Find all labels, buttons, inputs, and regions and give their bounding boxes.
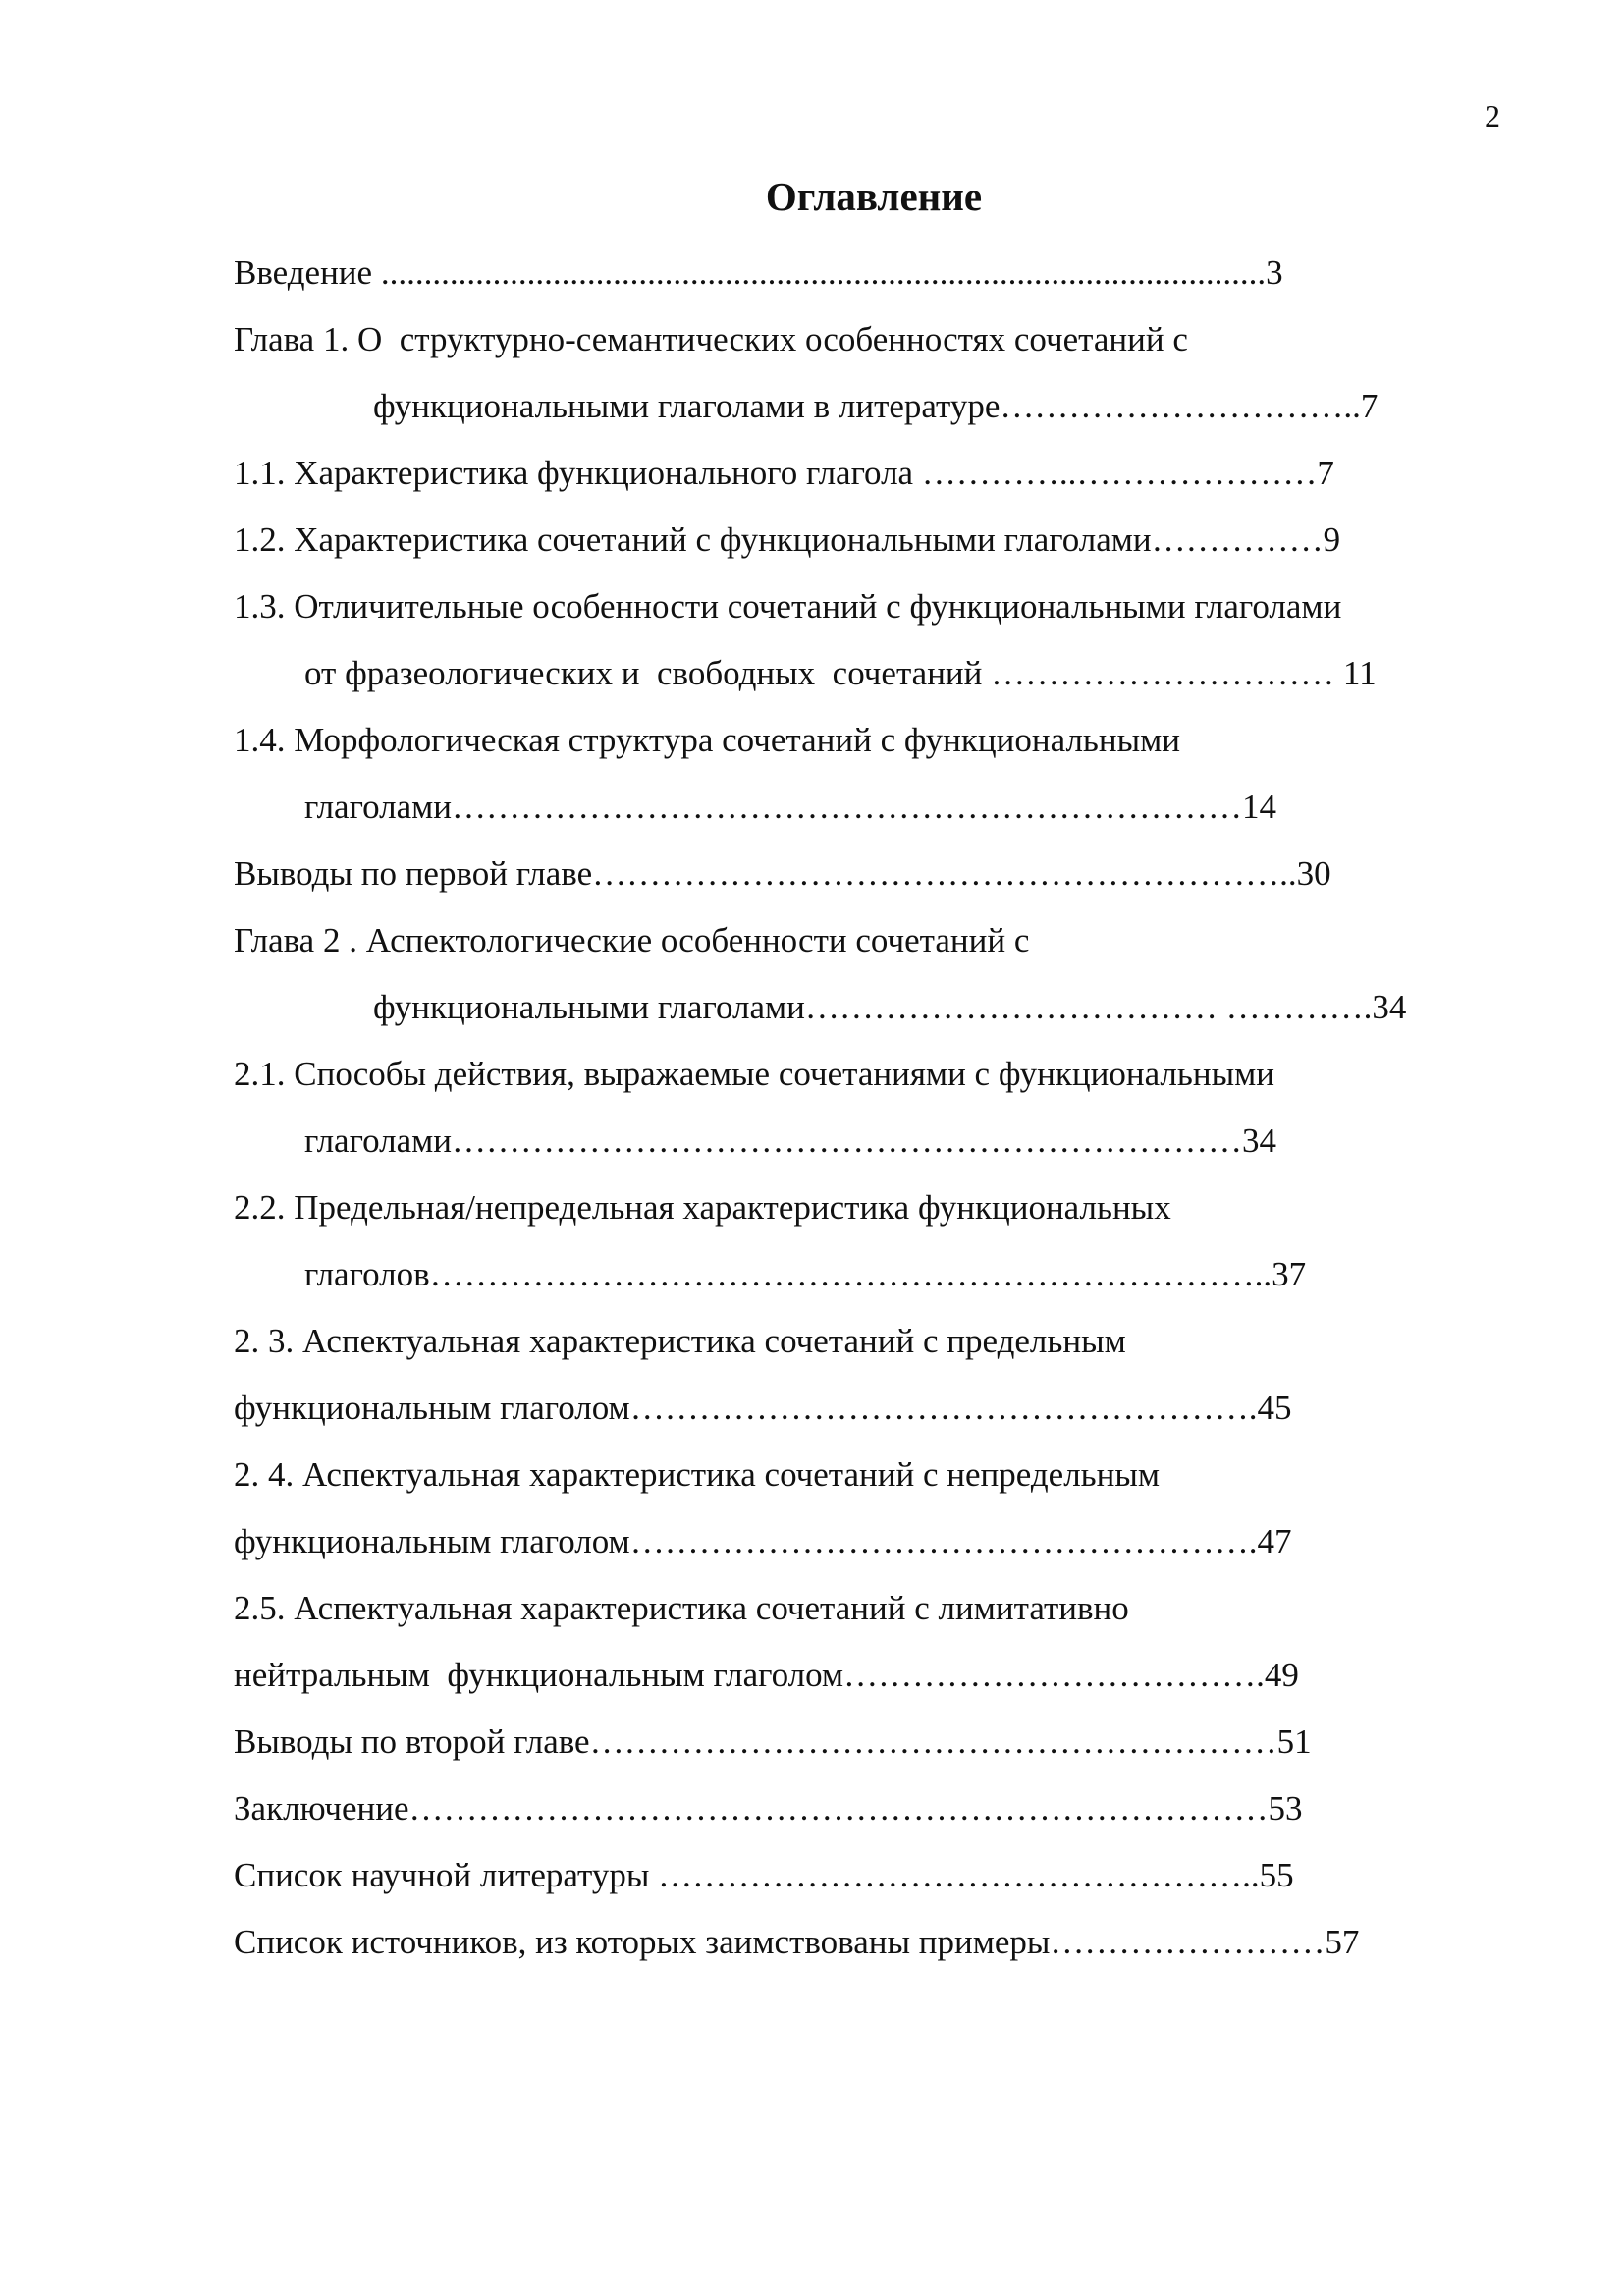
page-number: 2 [1485, 98, 1500, 134]
toc-line: функциональными глаголами в литературе…………………………..7 [373, 387, 1379, 425]
toc-line: функциональным глаголом……………………………………………….47 [234, 1522, 1292, 1560]
toc-line: 1.3. Отличительные особенности сочетаний с функциональными глаголами [234, 587, 1342, 626]
toc-line: функциональным глаголом……………………………………………….45 [234, 1389, 1292, 1427]
toc-line: 1.2. Характеристика сочетаний с функциональными глаголами……………9 [234, 520, 1341, 559]
toc-line: глаголов………………………………………………………………..37 [304, 1255, 1307, 1293]
toc-line: Список научной литературы ……………………………………………..55 [234, 1856, 1294, 1894]
toc-line: Выводы по первой главе……………………………………………………..30 [234, 854, 1331, 893]
toc-line: 2.1. Способы действия, выражаемые сочетаниями с функциональными [234, 1055, 1274, 1093]
toc-line: 2.5. Аспектуальная характеристика сочетаний с лимитативно [234, 1589, 1129, 1627]
toc-line: Выводы по второй главе……………………………………………………51 [234, 1722, 1312, 1761]
toc-line: Глава 1. О структурно-семантических особенностях сочетаний с [234, 320, 1188, 358]
toc-line: Введение .......................................................................................................3 [234, 253, 1283, 292]
toc-line: глаголами……………………………………………………………14 [304, 788, 1276, 826]
toc-line: 1.4. Морфологическая структура сочетаний с функциональными [234, 721, 1181, 759]
toc-line: 2. 3. Аспектуальная характеристика сочетаний с предельным [234, 1322, 1126, 1360]
toc-line: Заключение…………………………………………………………………53 [234, 1789, 1303, 1828]
toc-line: 2. 4. Аспектуальная характеристика сочетаний с непредельным [234, 1455, 1161, 1494]
toc-line: нейтральным функциональным глаголом……………………………….49 [234, 1656, 1299, 1694]
page-title: Оглавление [765, 174, 983, 219]
toc-line: от фразеологических и свободных сочетаний ………………………… 11 [304, 654, 1377, 692]
toc-line: Глава 2 . Аспектологические особенности сочетаний с [234, 921, 1030, 959]
toc-line: Список источников, из которых заимствованы примеры……………………57 [234, 1923, 1360, 1961]
toc-line: глаголами……………………………………………………………34 [304, 1121, 1276, 1160]
toc-line: 2.2. Предельная/непредельная характеристика функциональных [234, 1188, 1171, 1227]
toc-line: 1.1. Характеристика функционального глагола …………..…………………7 [234, 454, 1334, 492]
toc-line: функциональными глаголами……………………………… ………….34 [373, 988, 1407, 1026]
